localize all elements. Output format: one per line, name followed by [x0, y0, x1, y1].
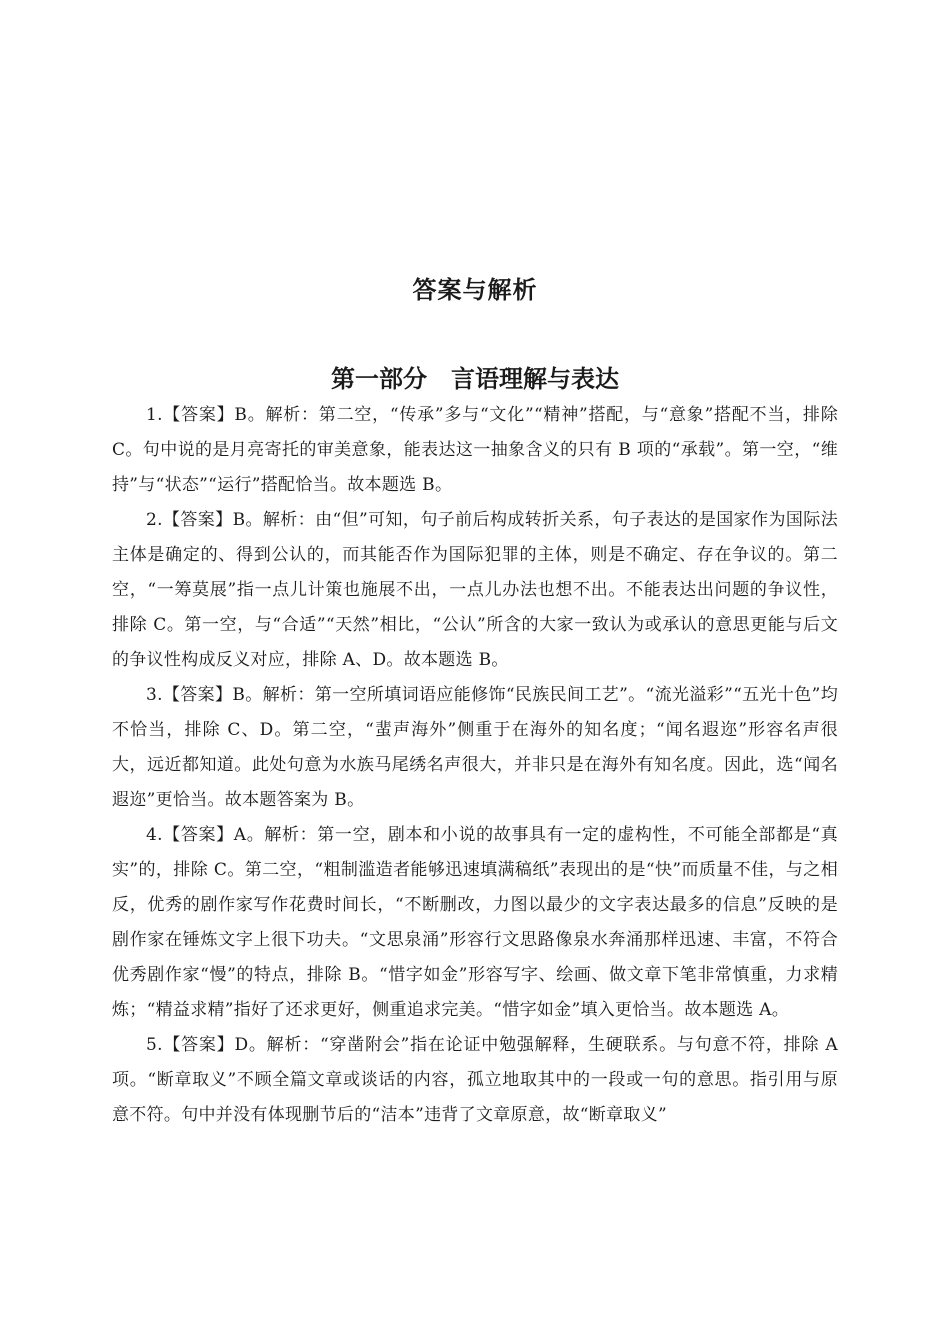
answer-tag: 【答案】 [162, 1035, 235, 1055]
answer-number: 2. [146, 510, 163, 530]
answer-number: 1. [146, 405, 163, 425]
answer-item-4 [112, 818, 838, 1028]
answer-text: B。解析：第一空所填词语应能修饰“民族民间工艺”。“流光溢彩”“五光十色”均不恰当，排除 C、D。第二空，“蜚声海外”侧重于在海外的知名度；“闻名遐迩”形容名声很大，远近都知道。此处句意为水族马尾绣名声很大，并非只是在海外有知名度。因此，选“闻名遐迩”更恰当。故本题答案为 B。 [112, 685, 838, 810]
answer-tag: 【答案】 [162, 825, 234, 845]
answer-item-5 [112, 1028, 838, 1133]
answer-text: D。解析：“穿凿附会”指在论证中勉强解释，生硬联系。与句意不符，排除 A 项。“断章取义”不顾全篇文章或谈话的内容，孤立地取其中的一段或一句的意思。指引用与原意不符。句中并没有体现删节后的“洁本”违背了文章原意，故“断章取义” [112, 1035, 838, 1125]
answer-number: 3. [146, 685, 163, 705]
answer-list [112, 398, 838, 1133]
answer-text: B。解析：由“但”可知，句子前后构成转折关系，句子表达的是国家作为国际法主体是确定的、得到公认的，而其能否作为国际犯罪的主体，则是不确定、存在争议的。第二空，“一筹莫展”指一点儿计策也施展不出，一点儿办法也想不出。不能表达出问题的争议性，排除 C。第一空，与“合适”“天然”相比，“公认”所含的大家一致认为或承认的意思更能与后文的争议性构成反义对应，排除 A、D。故本题选 B。 [112, 510, 838, 670]
answer-number: 5. [146, 1035, 163, 1055]
answer-tag: 【答案】 [162, 685, 233, 705]
answer-text: B。解析：第二空，“传承”多与“文化”“精神”搭配，与“意象”搭配不当，排除 C。句中说的是月亮寄托的审美意象，能表达这一抽象含义的只有 B 项的“承载”。第一空，“维持”与“状态”“运行”搭配恰当。故本题选 B。 [112, 405, 839, 495]
answer-number: 4. [146, 825, 163, 845]
answer-item-1 [112, 398, 838, 503]
answer-tag: 【答案】 [162, 405, 235, 425]
answer-item-2 [112, 503, 838, 678]
page-title: 答案与解析 [412, 276, 538, 305]
answer-tag: 【答案】 [162, 510, 233, 530]
section-title: 第一部分 言语理解与表达 [331, 364, 619, 393]
answer-text: A。解析：第一空，剧本和小说的故事具有一定的虚构性，不可能全部都是“真实”的，排除 C。第二空，“粗制滥造者能够迅速填满稿纸”表现出的是“快”而质量不佳，与之相反，优秀的剧作家写作花费时间长，“不断删改，力图以最少的文字表达最多的信息”反映的是剧作家在锤炼文字上很下功夫。“文思泉涌”形容行文思路像泉水奔涌那样迅速、丰富，不符合优秀剧作家“慢”的特点，排除 B。“惜字如金”形容写字、绘画、做文章下笔非常慎重，力求精炼；“精益求精”指好了还求更好，侧重追求完美。“惜字如金”填入更恰当。故本题选 A。 [112, 825, 839, 1020]
answer-item-3 [112, 678, 838, 818]
